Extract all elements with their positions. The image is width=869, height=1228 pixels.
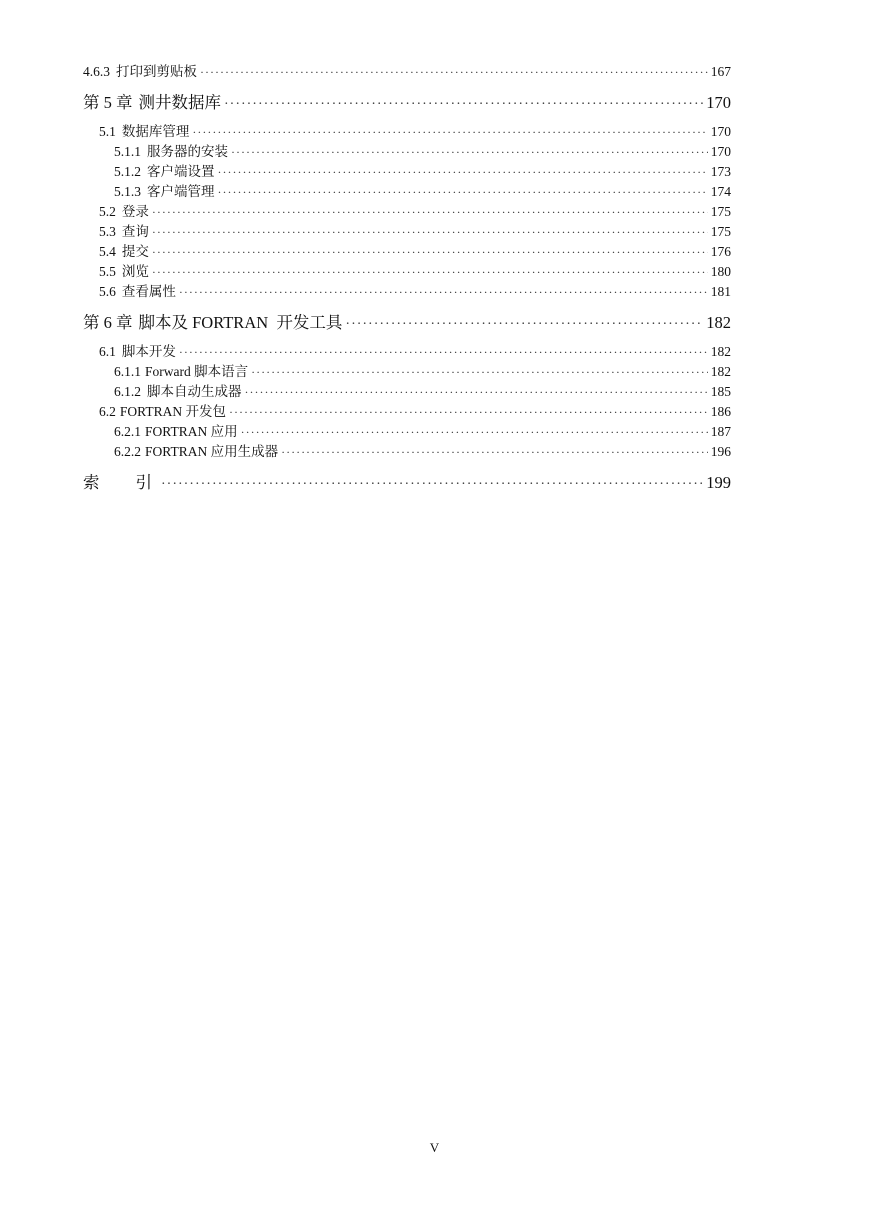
toc-chapter-title: 测井数据库 — [138, 93, 221, 112]
toc-entry-title: FORTRAN 应用生成器 — [145, 444, 279, 459]
toc-entry-page: 182 — [710, 364, 731, 379]
toc-entry-5-6[interactable] — [83, 282, 731, 302]
toc-entry-page: 181 — [710, 284, 731, 299]
toc-entry-title: 查看属性 — [121, 284, 176, 299]
toc-chapter-6[interactable] — [83, 308, 731, 338]
toc-entry-page: 175 — [710, 224, 731, 239]
toc-entry-number: 5.1.3 — [114, 184, 141, 199]
toc-entry-6-2-1[interactable] — [83, 422, 731, 442]
toc-entry-4-6-3[interactable] — [83, 62, 731, 82]
toc-entry-title: 脚本自动生成器 — [147, 384, 242, 399]
toc-entry-number: 6.2.1 — [114, 424, 141, 439]
toc-chapter-page: 170 — [706, 93, 731, 112]
toc-entry-number: 6.1.2 — [114, 384, 141, 399]
dot-leader — [231, 142, 708, 162]
toc-entry-5-5[interactable] — [83, 262, 731, 282]
toc-entry-number: 5.1.1 — [114, 144, 141, 159]
toc-entry-title: 客户端管理 — [147, 184, 215, 199]
toc-entry-title: 服务器的安装 — [147, 144, 228, 159]
toc-entry-5-1[interactable] — [83, 122, 731, 142]
toc-entry-6-1-1[interactable] — [83, 362, 731, 382]
toc-entry-number: 6.1 — [99, 344, 116, 359]
dot-leader — [229, 402, 708, 422]
toc-entry-6-2[interactable] — [83, 402, 731, 422]
toc-entry-5-1-2[interactable] — [83, 162, 731, 182]
toc-entry-page: 173 — [710, 164, 731, 179]
toc-entry-5-1-1[interactable] — [83, 142, 731, 162]
toc-entry-title: 浏览 — [121, 264, 149, 279]
toc-entry-page: 187 — [710, 424, 731, 439]
toc-index[interactable] — [83, 468, 731, 498]
dot-leader — [281, 442, 708, 462]
toc-entry-title: 提交 — [121, 244, 149, 259]
toc-entry-page: 175 — [710, 204, 731, 219]
page-number: V — [429, 1140, 440, 1155]
dot-leader — [179, 342, 708, 362]
toc-entry-5-3[interactable] — [83, 222, 731, 242]
toc-entry-page: 186 — [710, 404, 731, 419]
toc-entry-page: 170 — [710, 124, 731, 139]
toc-entry-title: Forward 脚本语言 — [145, 364, 249, 379]
toc-entry-page: 185 — [710, 384, 731, 399]
toc-entry-number: 5.3 — [99, 224, 116, 239]
toc-entry-number: 6.2 — [99, 404, 116, 419]
toc-entry-6-1-2[interactable] — [83, 382, 731, 402]
toc-entry-number: 6.2.2 — [114, 444, 141, 459]
dot-leader — [218, 162, 708, 182]
dot-leader — [161, 470, 703, 500]
toc-entry-number: 5.6 — [99, 284, 116, 299]
toc-entry-number: 5.2 — [99, 204, 116, 219]
dot-leader — [345, 310, 703, 340]
toc-entry-page: 174 — [710, 184, 731, 199]
dot-leader — [152, 242, 708, 262]
toc-entry-number: 5.5 — [99, 264, 116, 279]
dot-leader — [245, 382, 708, 402]
toc-entry-title: 数据库管理 — [121, 124, 190, 139]
dot-leader — [251, 362, 708, 382]
toc-entry-6-2-2[interactable] — [83, 442, 731, 462]
toc-entry-5-2[interactable] — [83, 202, 731, 222]
toc-entry-title: 脚本开发 — [121, 344, 176, 359]
dot-leader — [179, 282, 708, 302]
toc-entry-5-4[interactable] — [83, 242, 731, 262]
toc-entry-title: 登录 — [121, 204, 149, 219]
toc-entry-title: FORTRAN 开发包 — [119, 404, 226, 419]
toc-entry-title: 查询 — [121, 224, 149, 239]
toc-entry-page: 170 — [710, 144, 731, 159]
toc-entry-number: 6.1.1 — [114, 364, 141, 379]
dot-leader — [152, 262, 708, 282]
dot-leader — [241, 422, 708, 442]
dot-leader — [152, 202, 708, 222]
toc-entry-page: 176 — [710, 244, 731, 259]
toc-chapter-5[interactable] — [83, 88, 731, 118]
toc-entry-title: FORTRAN 应用 — [145, 424, 238, 439]
toc-entry-page: 180 — [710, 264, 731, 279]
toc-entry-page: 167 — [710, 64, 731, 79]
toc-chapter-number: 第 6 章 — [83, 313, 133, 332]
toc-chapter-title: 脚本及 FORTRAN 开发工具 — [138, 313, 343, 332]
toc-index-page: 199 — [706, 473, 731, 492]
toc-entry-6-1[interactable] — [83, 342, 731, 362]
toc-entry-title: 客户端设置 — [147, 164, 215, 179]
table-of-contents — [83, 62, 731, 502]
toc-index-title: 索引 — [83, 473, 188, 492]
dot-leader — [192, 122, 707, 142]
dot-leader — [200, 62, 708, 82]
toc-entry-number: 4.6.3 — [83, 64, 110, 79]
toc-entry-5-1-3[interactable] — [83, 182, 731, 202]
dot-leader — [218, 182, 708, 202]
toc-entry-page: 196 — [710, 444, 731, 459]
dot-leader — [152, 222, 708, 242]
toc-entry-number: 5.1.2 — [114, 164, 141, 179]
toc-entry-title: 打印到剪贴板 — [116, 64, 197, 79]
toc-entry-number: 5.1 — [99, 124, 116, 139]
toc-entry-page: 182 — [710, 344, 731, 359]
toc-chapter-page: 182 — [706, 313, 731, 332]
toc-entry-number: 5.4 — [99, 244, 116, 259]
toc-chapter-number: 第 5 章 — [83, 93, 133, 112]
dot-leader — [224, 90, 703, 120]
